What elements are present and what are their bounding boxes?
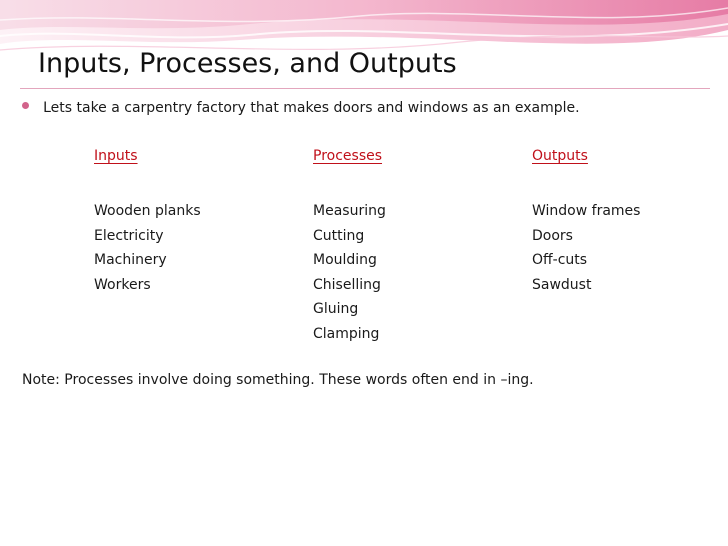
inputs-item: Machinery (94, 252, 167, 269)
outputs-item: Doors (532, 227, 573, 244)
intro-bullet (22, 97, 580, 116)
processes-item: Cutting (313, 227, 365, 244)
processes-column (313, 148, 386, 347)
slide-title: Inputs, Processes, and Outputs (38, 48, 457, 79)
outputs-item: Window frames (532, 203, 641, 219)
outputs-item: Off-cuts (532, 252, 588, 269)
processes-item: Moulding (313, 252, 377, 269)
processes-item: Gluing (313, 301, 359, 318)
title-divider (20, 88, 710, 89)
processes-item: Measuring (313, 203, 386, 219)
bullet-dot-icon (22, 102, 29, 109)
processes-heading: Processes (313, 148, 383, 164)
inputs-heading: Inputs (94, 148, 138, 164)
processes-item: Clamping (313, 325, 380, 342)
inputs-item: Electricity (94, 227, 164, 244)
processes-item: Chiselling (313, 276, 381, 293)
inputs-item: Workers (94, 276, 151, 293)
outputs-heading: Outputs (532, 148, 588, 164)
inputs-column (94, 148, 201, 297)
outputs-item: Sawdust (532, 276, 592, 293)
inputs-item: Wooden planks (94, 203, 201, 219)
outputs-column (532, 148, 640, 297)
intro-bullet-text: Lets take a carpentry factory that makes doors and windows as an example. (43, 100, 580, 116)
slide-note: Note: Processes involve doing something. These words often end in –ing. (22, 372, 534, 388)
